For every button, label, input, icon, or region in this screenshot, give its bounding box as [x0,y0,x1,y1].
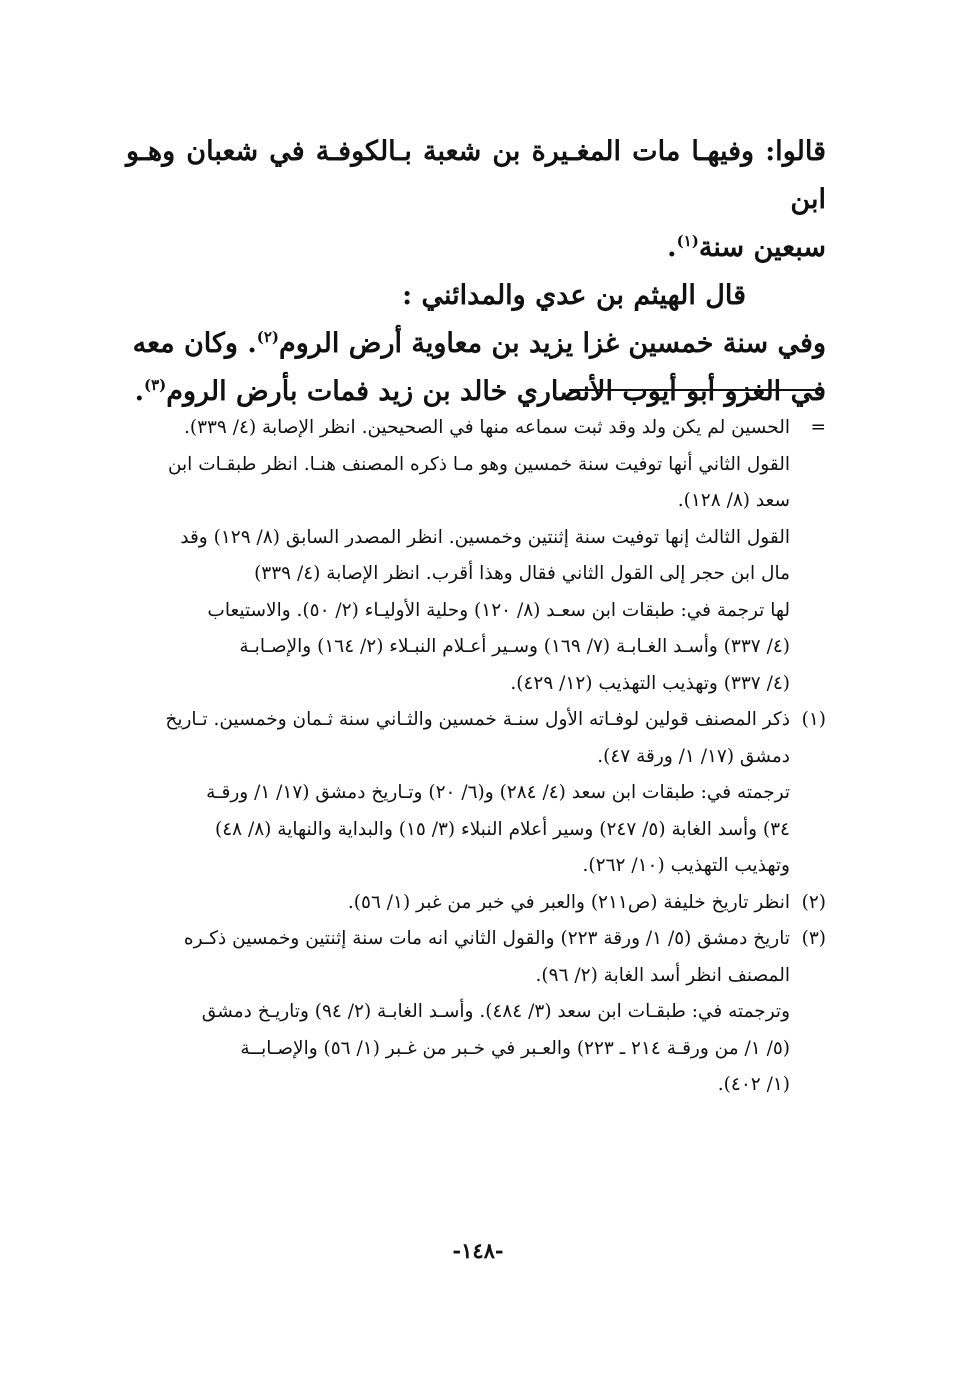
footnote-line: المصنف انظر أسد الغابة (٢/ ٩٦). [535,964,790,986]
footnote-line: مال ابن حجر إلى القول الثاني فقال وهذا أقرب. انظر الإصابة (٤/ ٣٣٩) [254,563,790,584]
footnote-ref: (٣) [143,376,167,394]
footnote-2 [128,885,826,922]
footnote-line: ذكر المصنف قولين لوفـاته الأول سنـة خمسين والثـاني سنة ثـمان وخمسين. تـاريخ [165,709,790,730]
footnote-marker: (١) [801,709,826,730]
footnote-3 [128,921,826,1104]
footnote-marker: = [810,417,826,438]
footnote-line: ٣٤) وأسد الغابة (٥/ ٢٤٧) وسير أعلام النبلاء (٣/ ١٥) والبداية والنهاية (٨/ ٤٨) [215,818,790,840]
footnote-line: انظر تاريخ خليفة (ص٢١١) والعبر في خبر من غبر (١/ ٥٦). [347,891,790,913]
footnote-separator-rule [569,389,823,391]
footnote-line: تاريخ دمشق (٥/ ١/ ورقة ٢٢٣) والقول الثاني انه مات سنة إثنتين وخمسين ذكـره [183,928,790,949]
footnote-ref: (٢) [256,328,280,346]
footnote-1 [128,702,826,885]
footnote-line: (٤/ ٣٣٧) وأسـد الغـابـة (٧/ ١٦٩) وسـير أعـلام النبـلاء (٢/ ١٦٤) والإصـابـة [239,636,790,657]
body-line: قال الهيثم بن عدي والمدائني : [402,280,746,311]
body-line: قالوا: وفيهـا مات المغـيرة بن شعبة بـالكوفـة في شعبان وهـو ابن [126,136,826,215]
footnote-line: (٥/ ١/ من ورقـة ٢١٤ ـ ٢٢٣) والعـبر في خـبر من غـبر (١/ ٥٦) والإصـابــة [240,1037,790,1059]
footnote-line: وترجمته في: طبقـات ابن سعد (٣/ ٤٨٤). وأسـد الغابـة (٢/ ٩٤) وتاريـخ دمشق [201,1001,790,1022]
main-body-text [126,128,826,416]
footnote-ref: (١) [676,232,699,250]
footnote-line: القول الثاني أنها توفيت سنة خمسين وهو مـا ذكره المصنف هنـا. انظر طبقـات ابن [167,453,790,475]
footnote-line: سعد (٨/ ١٢٨). [677,490,790,511]
footnote-line: الحسين لم يكن ولد وقد ثبت سماعه منها في الصحيحين. انظر الإصابة (٤/ ٣٣٩). [183,417,790,438]
footnote-continuation [128,410,826,702]
footnote-marker: (٢) [801,891,826,913]
footnote-line: (١/ ٤٠٢). [717,1074,790,1095]
footnote-line: دمشق (١٧/ ١/ ورقة ٤٧). [597,745,790,767]
footnote-line: وتهذيب التهذيب (١٠/ ٢٦٢). [582,855,790,876]
footnotes-section [128,410,826,1104]
footnote-line: القول الثالث إنها توفيت سنة إثنتين وخمسين. انظر المصدر السابق (٨/ ١٢٩) وقد [180,526,790,548]
body-line: وفي سنة خمسين غزا يزيد بن معاوية أرض الروم$^{(٢)}$. وكان معه [132,328,826,359]
footnote-marker: (٣) [801,928,826,949]
body-line: سبعين سنة$^{(١)}$. [667,232,826,263]
footnote-line: لها ترجمة في: طبقات ابن سعـد (٨/ ١٢٠) وحلية الأوليـاء (٢/ ٥٠). والاستيعاب [207,599,790,621]
body-line: في الغزو أبو أيوب الأنصاري خالد بن زيد فمات بأرض الروم$^{(٣)}$. [134,376,826,407]
footnote-line: ترجمته في: طبقات ابن سعد (٤/ ٢٨٤) و(٦/ ٢٠) وتـاريخ دمشق (١٧/ ١/ ورقـة [206,782,790,803]
footnote-line: (٤/ ٣٣٧) وتهذيب التهذيب (١٢/ ٤٢٩). [510,672,790,694]
page-number: -١٤٨- [452,1238,504,1263]
